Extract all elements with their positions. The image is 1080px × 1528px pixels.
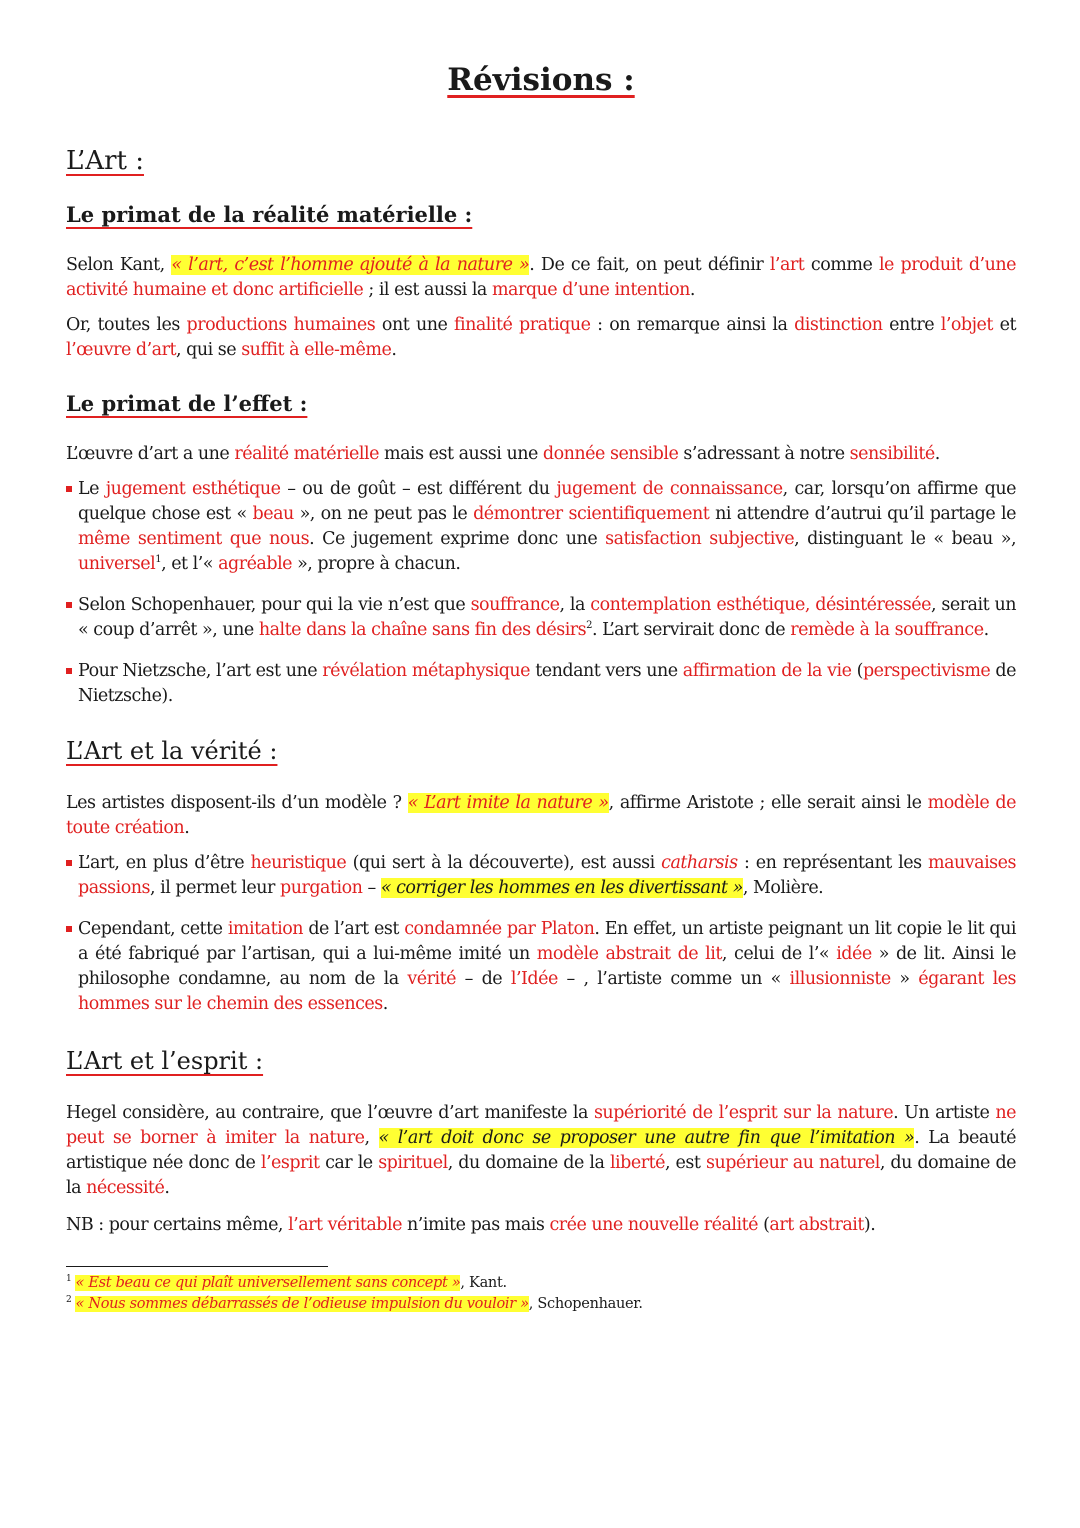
text-run: , car, lorsqu’on affirme que quelque chose est « xyxy=(78,479,1016,524)
text-run: Le xyxy=(78,479,106,499)
paragraph-aristote xyxy=(66,791,1016,841)
subheading-primat-effet: Le primat de l’effet : xyxy=(66,391,308,416)
text-run: entre xyxy=(882,315,941,335)
text-run: » xyxy=(890,969,919,989)
text-run: l’art xyxy=(769,255,805,275)
text-run: révélation métaphysique xyxy=(322,661,531,681)
text-run: spirituel xyxy=(378,1153,448,1173)
text-run: même sentiment que nous xyxy=(78,529,310,549)
text-run: ont une xyxy=(375,315,455,335)
list-item xyxy=(66,659,1016,709)
text-run: , distinguant le « beau », xyxy=(794,529,1017,549)
text-run: finalité pratique xyxy=(454,315,591,335)
text-run: remède à la souffrance xyxy=(790,620,984,640)
text-run: , du domaine de la xyxy=(447,1153,610,1173)
text-run: Les artistes disposent-ils d’un modèle ? xyxy=(66,793,408,813)
text-run: condamnée par Platon xyxy=(404,919,595,939)
list-item-text xyxy=(78,595,1016,640)
text-run: », on ne peut pas le xyxy=(293,504,474,524)
bullet-list-verite xyxy=(66,851,1016,1017)
text-run: donnée sensible xyxy=(542,444,679,464)
list-item xyxy=(66,917,1016,1017)
text-run: . Ce jugement exprime donc une xyxy=(309,529,606,549)
footnote-quote: « Est beau ce qui plaît universellement sans concept » xyxy=(75,1275,461,1291)
text-run: illusionniste xyxy=(789,969,891,989)
text-run: supérieur au naturel xyxy=(705,1153,880,1173)
text-run: , serait un « coup d’arrêt », une xyxy=(78,595,1016,640)
text-run: . xyxy=(184,818,190,838)
text-run: Or, toutes les xyxy=(66,315,187,335)
text-run: de Nietzsche). xyxy=(78,661,1016,706)
text-run: , il permet leur xyxy=(149,878,280,898)
text-run: . En effet, un artiste peignant un lit copie le lit qui a été fabriqué par l’artisan, qui a lui-même imité un xyxy=(78,919,1017,964)
text-run: ( xyxy=(851,661,863,681)
text-run: Selon Schopenhauer, pour qui la vie n’est que xyxy=(78,595,471,615)
text-run: ( xyxy=(758,1215,770,1235)
text-run: – de xyxy=(455,969,511,989)
text-run: sensibilité xyxy=(849,444,935,464)
text-run: . xyxy=(983,620,989,640)
text-run: catharsis xyxy=(661,853,738,873)
text-run: marque d’une intention xyxy=(491,280,690,300)
text-run: , la xyxy=(559,595,591,615)
text-run: « l’art, c’est l’homme ajouté à la nature » xyxy=(171,255,530,275)
text-run: L’art, en plus d’être xyxy=(78,853,251,873)
text-run: Cependant, cette xyxy=(78,919,228,939)
text-run: – xyxy=(362,878,381,898)
text-run: jugement de connaissance xyxy=(556,479,783,499)
text-run: art abstrait xyxy=(769,1215,864,1235)
text-run: comme xyxy=(804,255,879,275)
text-run: mais est aussi une xyxy=(378,444,543,464)
footnote-ref: 1 xyxy=(155,554,162,566)
subheading-primat-realite: Le primat de la réalité matérielle : xyxy=(66,202,473,227)
text-run: . xyxy=(689,280,695,300)
footnote-author: , Kant. xyxy=(460,1275,507,1291)
text-run: . La beauté artistique née donc de xyxy=(66,1128,1016,1173)
section-heading-art: L’Art : xyxy=(66,146,144,176)
text-run: perspectivisme xyxy=(862,661,991,681)
text-run: beau xyxy=(252,504,294,524)
text-run: , Molière. xyxy=(742,878,824,898)
text-run: modèle abstrait de lit xyxy=(536,944,722,964)
text-run: distinction xyxy=(794,315,883,335)
text-run: , et l’« xyxy=(161,554,219,574)
text-run: nécessité xyxy=(86,1178,165,1198)
text-run: , xyxy=(364,1128,379,1148)
text-run: ne peut se borner à imiter la nature xyxy=(66,1103,1017,1148)
text-run: ni attendre d’autrui qu’il partage le xyxy=(709,504,1016,524)
text-run: ). xyxy=(863,1215,876,1235)
text-run: – ou de goût – est différent du xyxy=(280,479,557,499)
list-item-text xyxy=(78,661,1016,706)
text-run: l’esprit xyxy=(260,1153,320,1173)
text-run: Selon Kant, xyxy=(66,255,172,275)
footnote-author: , Schopenhauer. xyxy=(528,1296,643,1312)
text-run: « l’art doit donc se proposer une autre fin que l’imitation » xyxy=(378,1128,915,1148)
text-run: universel xyxy=(78,554,156,574)
text-run: l’objet xyxy=(940,315,993,335)
text-run: contemplation esthétique, désintéressée xyxy=(590,595,931,615)
text-run: supériorité de l’esprit sur la nature xyxy=(593,1103,894,1123)
text-run: tendant vers une xyxy=(530,661,683,681)
list-item-text xyxy=(78,853,1016,898)
text-run: L’œuvre d’art a une xyxy=(66,444,235,464)
bullet-icon xyxy=(66,668,72,674)
footnote xyxy=(66,1273,1016,1294)
paragraph-productions xyxy=(66,313,1016,363)
text-run: » de lit. Ainsi le philosophe condamne, au nom de la xyxy=(78,944,1016,989)
text-run: . L’art servirait donc de xyxy=(592,620,791,640)
bullet-icon xyxy=(66,486,72,492)
bullet-list-effet xyxy=(66,477,1016,709)
text-run: , est xyxy=(664,1153,706,1173)
text-run: NB : pour certains même, xyxy=(66,1215,289,1235)
text-run: réalité matérielle xyxy=(234,444,379,464)
text-run: car le xyxy=(319,1153,379,1173)
text-run: « L’art imite la nature » xyxy=(407,793,609,813)
text-run: . xyxy=(934,444,940,464)
footnote-separator xyxy=(66,1266,328,1267)
footnote xyxy=(66,1294,1016,1315)
text-run: satisfaction subjective xyxy=(605,529,795,549)
text-run: de l’art est xyxy=(303,919,405,939)
bullet-icon xyxy=(66,602,72,608)
footnote-number: 1 xyxy=(66,1274,72,1285)
text-run: halte dans la chaîne sans fin des désirs xyxy=(258,620,587,640)
text-run: agréable xyxy=(218,554,293,574)
text-run: ; il est aussi la xyxy=(363,280,492,300)
text-run: suffit à elle-même xyxy=(241,340,392,360)
text-run: s’adressant à notre xyxy=(678,444,850,464)
page-title: Révisions : xyxy=(447,62,635,98)
text-run: . xyxy=(164,1178,170,1198)
text-run: heuristique xyxy=(250,853,347,873)
paragraph-nb xyxy=(66,1213,1016,1238)
list-item xyxy=(66,851,1016,901)
text-run: », propre à chacun. xyxy=(292,554,461,574)
text-run: (qui sert à la découverte), est aussi xyxy=(346,853,662,873)
paragraph-hegel xyxy=(66,1101,1016,1201)
text-run: . xyxy=(382,994,388,1014)
text-run: l’Idée xyxy=(510,969,558,989)
paragraph-oeuvre xyxy=(66,442,1016,467)
text-run: modèle de toute création xyxy=(66,793,1016,838)
subheading-art-verite: L’Art et la vérité : xyxy=(66,737,278,765)
text-run: – , l’artiste comme un « xyxy=(557,969,790,989)
text-run: affirmation de la vie xyxy=(682,661,852,681)
footnote-number: 2 xyxy=(66,1295,72,1306)
text-run: égarant les hommes sur le chemin des essences xyxy=(78,969,1017,1014)
text-run: Pour Nietzsche, l’art est une xyxy=(78,661,323,681)
list-item-text xyxy=(78,919,1016,1014)
text-run: imitation xyxy=(227,919,304,939)
bullet-icon xyxy=(66,926,72,932)
list-item xyxy=(66,477,1016,577)
text-run: démontrer scientifiquement xyxy=(473,504,710,524)
text-run: souffrance xyxy=(470,595,560,615)
text-run: idée xyxy=(836,944,872,964)
paragraph-kant xyxy=(66,253,1016,303)
text-run: « corriger les hommes en les divertissant » xyxy=(380,878,743,898)
footnote-quote: « Nous sommes débarrassés de l’odieuse impulsion du vouloir » xyxy=(75,1296,529,1312)
text-run: jugement esthétique xyxy=(105,479,281,499)
text-run: vérité xyxy=(407,969,456,989)
footnotes xyxy=(66,1273,1016,1315)
text-run: : on remarque ainsi la xyxy=(590,315,795,335)
text-run: , affirme Aristote ; elle serait ainsi le xyxy=(608,793,928,813)
list-item xyxy=(66,593,1016,643)
text-run: le produit d’une activité humaine et donc artificielle xyxy=(66,255,1016,300)
text-run: mauvaises passions xyxy=(78,853,1017,898)
text-run: crée une nouvelle réalité xyxy=(549,1215,759,1235)
text-run: , du domaine de la xyxy=(66,1153,1016,1198)
text-run: . Un artiste xyxy=(893,1103,996,1123)
text-run: purgation xyxy=(280,878,363,898)
text-run: . De ce fait, on peut définir xyxy=(529,255,770,275)
text-run: l’œuvre d’art xyxy=(66,340,177,360)
text-run: et xyxy=(992,315,1017,335)
text-run: productions humaines xyxy=(186,315,376,335)
text-run: l’art véritable xyxy=(288,1215,402,1235)
bullet-icon xyxy=(66,860,72,866)
text-run: , qui se xyxy=(176,340,242,360)
document-page xyxy=(66,62,1016,1315)
list-item-text xyxy=(78,479,1016,574)
subheading-art-esprit: L’Art et l’esprit : xyxy=(66,1047,264,1075)
text-run: liberté xyxy=(609,1153,665,1173)
text-run: , celui de l’« xyxy=(721,944,837,964)
text-run: . xyxy=(391,340,397,360)
text-run: Hegel considère, au contraire, que l’œuvre d’art manifeste la xyxy=(66,1103,594,1123)
footnote-ref: 2 xyxy=(586,620,593,632)
text-run: : en représentant les xyxy=(737,853,928,873)
text-run: n’imite pas mais xyxy=(401,1215,550,1235)
